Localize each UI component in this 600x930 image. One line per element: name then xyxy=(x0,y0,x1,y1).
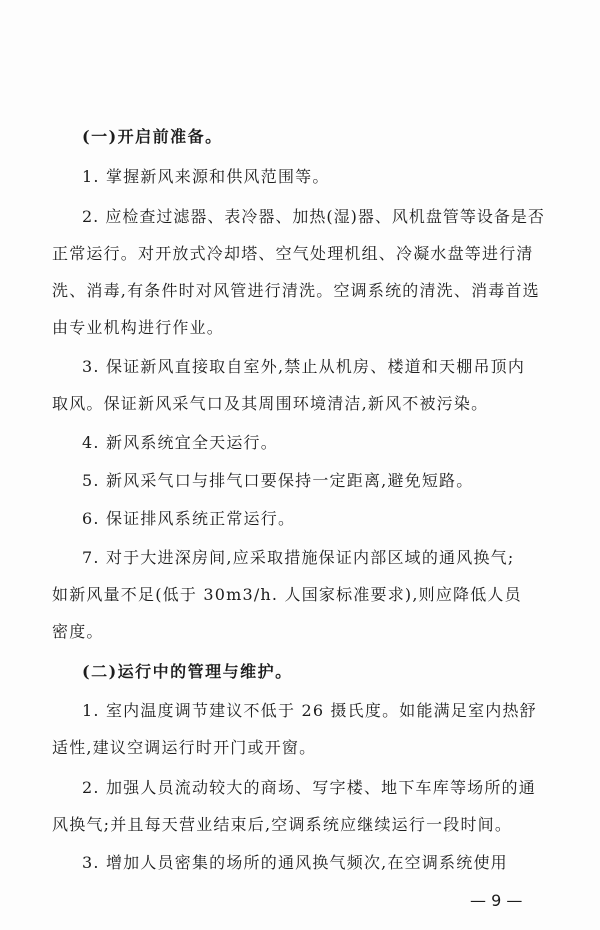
paragraph-line: 5. 新风采气口与排气口要保持一定距离,避免短路。 xyxy=(82,471,474,490)
paragraph-line: 2. 应检查过滤器、表冷器、加热(湿)器、风机盘管等设备是否 xyxy=(82,207,545,226)
paragraph-line: 7. 对于大进深房间,应采取措施保证内部区域的通风换气; xyxy=(82,548,515,567)
paragraph-line: 3. 保证新风直接取自室外,禁止从机房、楼道和天棚吊顶内 xyxy=(82,357,526,376)
paragraph-line: 6. 保证排风系统正常运行。 xyxy=(82,509,296,528)
section-heading-preparation: (一)开启前准备。 xyxy=(82,127,223,146)
paragraph-line: 风换气;并且每天营业结束后,空调系统应继续运行一段时间。 xyxy=(52,815,513,834)
paragraph-line: 1. 掌握新风来源和供风范围等。 xyxy=(82,167,330,186)
paragraph-line: 由专业机构进行作业。 xyxy=(52,318,225,337)
paragraph-line: 1. 室内温度调节建议不低于 26 摄氏度。如能满足室内热舒 xyxy=(82,701,537,720)
paragraph-line: 3. 增加人员密集的场所的通风换气频次,在空调系统使用 xyxy=(82,853,508,872)
paragraph-line: 洗、消毒,有条件时对风管进行清洗。空调系统的清洗、消毒首选 xyxy=(52,281,540,300)
paragraph-line: 如新风量不足(低于 30m3/h. 人国家标准要求),则应降低人员 xyxy=(52,585,522,604)
paragraph-line: 适性,建议空调运行时开门或开窗。 xyxy=(52,738,317,757)
paragraph-line: 正常运行。对开放式冷却塔、空气处理机组、冷凝水盘等进行清 xyxy=(52,244,534,263)
section-heading-operation: (二)运行中的管理与维护。 xyxy=(82,662,293,681)
paragraph-line: 4. 新风系统宜全天运行。 xyxy=(82,433,278,452)
paragraph-line: 取风。保证新风采气口及其周围环境清洁,新风不被污染。 xyxy=(52,394,489,413)
paragraph-line: 密度。 xyxy=(52,622,104,641)
page-number: — 9 — xyxy=(470,891,523,910)
paragraph-line: 2. 加强人员流动较大的商场、写字楼、地下车库等场所的通 xyxy=(82,778,536,797)
